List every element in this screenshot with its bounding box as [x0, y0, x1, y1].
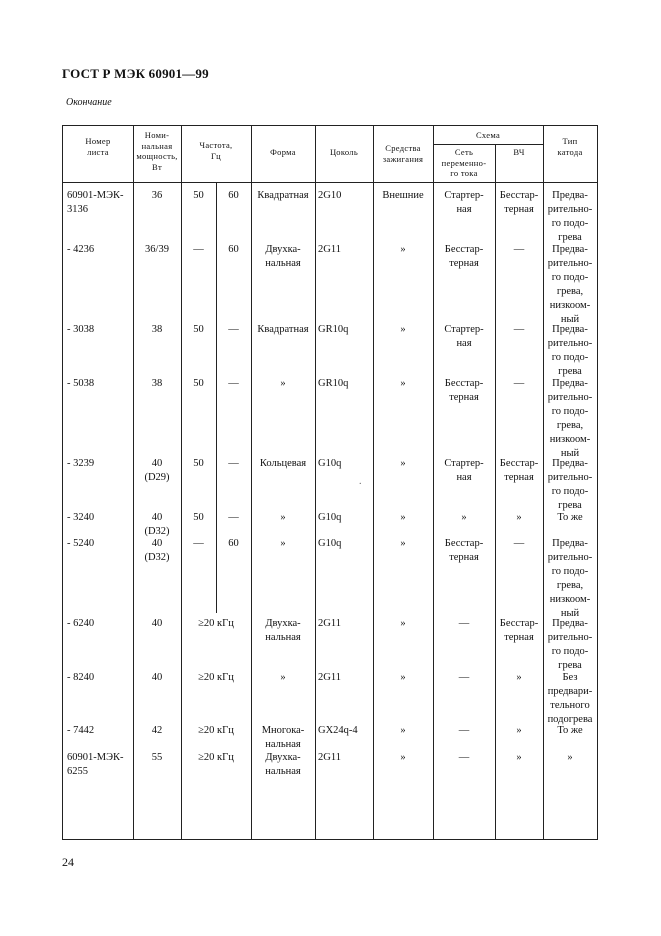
header-sheet-number: Номер листа: [85, 136, 111, 157]
sheet-number-cell: - 6240: [67, 618, 95, 629]
cathode-cell: Предва- рительно- го подо- грева, низкоом- ный: [547, 244, 593, 325]
frequency-60-cell: —: [228, 458, 239, 469]
scheme-ac-cell: —: [458, 672, 470, 683]
base-cell: 2G10: [318, 190, 342, 201]
power-cell: 36/39: [145, 244, 169, 255]
power-cell: 40 (D29): [144, 458, 170, 483]
power-cell: 38: [151, 378, 163, 389]
ignition-cell: »: [400, 752, 406, 763]
frequency-50-cell: 50: [193, 324, 204, 335]
base-cell: G10q: [318, 458, 342, 469]
shape-cell: Квадратная: [257, 190, 309, 201]
cathode-cell: Предва- рительно- го подо- грева: [547, 458, 593, 511]
shape-cell: Кольцевая: [259, 458, 307, 469]
ignition-cell: »: [400, 672, 406, 683]
frequency-50-cell: —: [193, 244, 204, 255]
header-base: Цоколь: [329, 147, 359, 157]
cathode-cell: То же: [557, 512, 583, 523]
sheet-number-cell: - 4236: [67, 244, 95, 255]
cathode-cell: Предва- рительно- го подо- грева: [547, 190, 593, 243]
ignition-cell: Внешние: [382, 190, 424, 201]
base-cell: G10q: [318, 538, 342, 549]
scheme-ac-cell: »: [461, 512, 467, 523]
shape-cell: Двухка- нальная: [265, 752, 301, 777]
header-power: Номи- нальная мощность, Вт: [136, 130, 178, 172]
base-cell: 2G11: [318, 752, 341, 763]
power-cell: 42: [151, 725, 163, 736]
base-cell: 2G11: [318, 618, 341, 629]
scheme-hf-cell: »: [516, 512, 522, 523]
scheme-hf-cell: Бесстар- терная: [499, 618, 539, 643]
sheet-number-cell: - 3240: [67, 512, 95, 523]
sheet-number-cell: - 7442: [67, 725, 95, 736]
shape-cell: Двухка- нальная: [265, 244, 301, 269]
frequency-60-cell: —: [228, 378, 239, 389]
base-cell: GX24q-4: [318, 725, 358, 736]
cathode-cell: Предва- рительно- го подо- грева: [547, 618, 593, 671]
scan-dot: .: [359, 476, 362, 487]
header-shape: Форма: [270, 147, 296, 157]
shape-cell: »: [280, 378, 286, 389]
frequency-hf-cell: ≥20 кГц: [198, 618, 234, 629]
scheme-hf-cell: »: [516, 672, 522, 683]
page-number: 24: [62, 855, 74, 869]
frequency-60-cell: —: [228, 512, 239, 523]
ignition-cell: »: [400, 324, 406, 335]
sheet-number-cell: - 5038: [67, 378, 95, 389]
cathode-cell: Предва- рительно- го подо- грева, низкоом- ный: [547, 538, 593, 619]
power-cell: 40: [151, 672, 163, 683]
sheet-number-cell: - 8240: [67, 672, 95, 683]
base-cell: G10q: [318, 512, 342, 523]
frequency-50-cell: 50: [193, 512, 204, 523]
scheme-ac-cell: —: [458, 618, 470, 629]
scheme-ac-cell: Стартер- ная: [444, 458, 484, 483]
base-cell: 2G11: [318, 244, 341, 255]
scheme-hf-cell: Бесстар- терная: [499, 190, 539, 215]
base-cell: GR10q: [318, 324, 349, 335]
header-scheme: Схема: [475, 130, 501, 140]
column-divider: [315, 126, 316, 839]
header-scheme-hf: ВЧ: [513, 147, 525, 157]
scheme-ac-cell: —: [458, 725, 470, 736]
scheme-hf-cell: —: [513, 378, 525, 389]
shape-cell: »: [280, 512, 286, 523]
scheme-hf-cell: —: [513, 324, 525, 335]
sheet-number-cell: - 3038: [67, 324, 95, 335]
scheme-hf-cell: »: [516, 752, 522, 763]
cathode-cell: То же: [557, 725, 583, 736]
ignition-cell: »: [400, 378, 406, 389]
scheme-ac-cell: Бесстар- терная: [444, 378, 484, 403]
frequency-50-cell: 50: [193, 190, 204, 201]
ignition-cell: »: [400, 512, 406, 523]
sheet-number-cell: - 3239: [67, 458, 95, 469]
frequency-hf-cell: ≥20 кГц: [198, 725, 234, 736]
power-cell: 38: [151, 324, 163, 335]
shape-cell: Многока- нальная: [261, 725, 305, 750]
power-cell: 40 (D32): [144, 512, 170, 537]
ignition-cell: »: [400, 458, 406, 469]
table-continuation-label: Окончание: [66, 97, 112, 108]
ignition-cell: »: [400, 725, 406, 736]
power-cell: 55: [151, 752, 163, 763]
sheet-number-cell: - 5240: [67, 538, 95, 549]
scheme-ac-cell: Стартер- ная: [444, 324, 484, 349]
ignition-cell: »: [400, 244, 406, 255]
frequency-50-cell: —: [193, 538, 204, 549]
scheme-ac-cell: Стартер- ная: [444, 190, 484, 215]
header-scheme-ac: Сеть переменно- го тока: [441, 147, 487, 178]
scheme-ac-cell: Бесстар- терная: [444, 538, 484, 563]
shape-cell: Квадратная: [257, 324, 309, 335]
power-cell: 36: [151, 190, 163, 201]
base-cell: GR10q: [318, 378, 349, 389]
header-ignition: Средства зажигания: [382, 143, 424, 164]
sheet-number-cell: 60901-МЭК- 3136: [67, 190, 124, 215]
cathode-cell: »: [567, 752, 573, 763]
scheme-hf-cell: —: [513, 538, 525, 549]
frequency-hf-cell: ≥20 кГц: [198, 752, 234, 763]
frequency-50-cell: 50: [193, 458, 204, 469]
frequency-hf-cell: ≥20 кГц: [198, 672, 234, 683]
frequency-50-cell: 50: [193, 378, 204, 389]
scheme-hf-cell: —: [513, 244, 525, 255]
ignition-cell: »: [400, 618, 406, 629]
sheet-number-cell: 60901-МЭК- 6255: [67, 752, 124, 777]
scheme-ac-cell: Бесстар- терная: [444, 244, 484, 269]
shape-cell: Двухка- нальная: [265, 618, 301, 643]
base-cell: 2G11: [318, 672, 341, 683]
frequency-60-cell: 60: [228, 190, 239, 201]
cathode-cell: Предва- рительно- го подо- грева, низкоом- ный: [547, 378, 593, 459]
power-cell: 40: [151, 618, 163, 629]
frequency-60-cell: 60: [228, 244, 239, 255]
header-frequency: Частота, Гц: [199, 140, 233, 161]
shape-cell: »: [280, 538, 286, 549]
scheme-hf-cell: »: [516, 725, 522, 736]
lamp-data-table: [62, 125, 598, 840]
ignition-cell: »: [400, 538, 406, 549]
frequency-60-cell: 60: [228, 538, 239, 549]
frequency-60-cell: —: [228, 324, 239, 335]
shape-cell: »: [280, 672, 286, 683]
power-cell: 40 (D32): [144, 538, 170, 563]
cathode-cell: Без предвари- тельного подогрева: [547, 672, 593, 725]
cathode-cell: Предва- рительно- го подо- грева: [547, 324, 593, 377]
document-title: ГОСТ Р МЭК 60901—99: [62, 66, 209, 81]
scheme-subheader-divider: [433, 144, 543, 145]
scheme-hf-cell: Бесстар- терная: [499, 458, 539, 483]
scheme-ac-cell: —: [458, 752, 470, 763]
header-divider: [63, 182, 597, 183]
header-cathode: Тип катода: [557, 136, 583, 157]
